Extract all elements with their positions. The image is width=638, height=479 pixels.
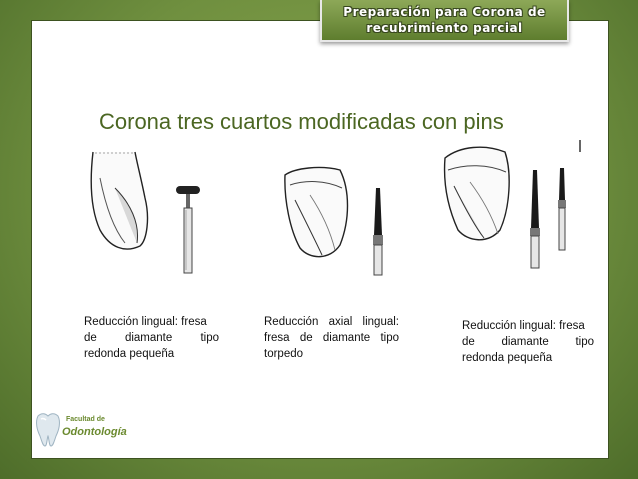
caption-2-line-2: fresa de diamante tipo bbox=[264, 332, 399, 344]
torpedo-diamond-bur-icon bbox=[373, 188, 383, 275]
caption-3-line-1: Reducción lingual: fresa bbox=[462, 320, 585, 332]
tooth-illustration-3 bbox=[440, 138, 590, 278]
banner-line-1: Preparación para Corona de bbox=[343, 5, 546, 19]
caption-2-line-3: torpedo bbox=[264, 348, 304, 360]
caption-1-line-3: redonda pequeña bbox=[84, 348, 175, 360]
caption-1 bbox=[84, 314, 219, 362]
banner-line-2: recubrimiento parcial bbox=[366, 21, 523, 35]
faculty-logo bbox=[34, 410, 144, 452]
tapered-diamond-bur-icon bbox=[530, 168, 566, 268]
tooth-illustration-2 bbox=[280, 160, 410, 280]
title-banner bbox=[320, 0, 569, 42]
caption-1-line-2: de diamante tipo bbox=[84, 332, 219, 344]
caption-3-line-2: de diamante tipo bbox=[462, 336, 594, 348]
caption-2 bbox=[264, 314, 399, 362]
caption-3 bbox=[462, 318, 594, 366]
wheel-diamond-bur-icon bbox=[176, 186, 200, 273]
caption-3-line-3: redonda pequeña bbox=[462, 352, 553, 364]
logo-small-text: Facultad de bbox=[66, 416, 105, 423]
tooth-illustration-1 bbox=[85, 148, 225, 280]
logo-big-text: Odontología bbox=[62, 426, 127, 438]
slide-heading: Corona tres cuartos modificadas con pins bbox=[99, 109, 504, 134]
caption-2-line-1: Reducción axial lingual: bbox=[264, 316, 399, 328]
tooth-logo-icon bbox=[34, 410, 62, 448]
caption-1-line-1: Reducción lingual: fresa bbox=[84, 316, 207, 328]
